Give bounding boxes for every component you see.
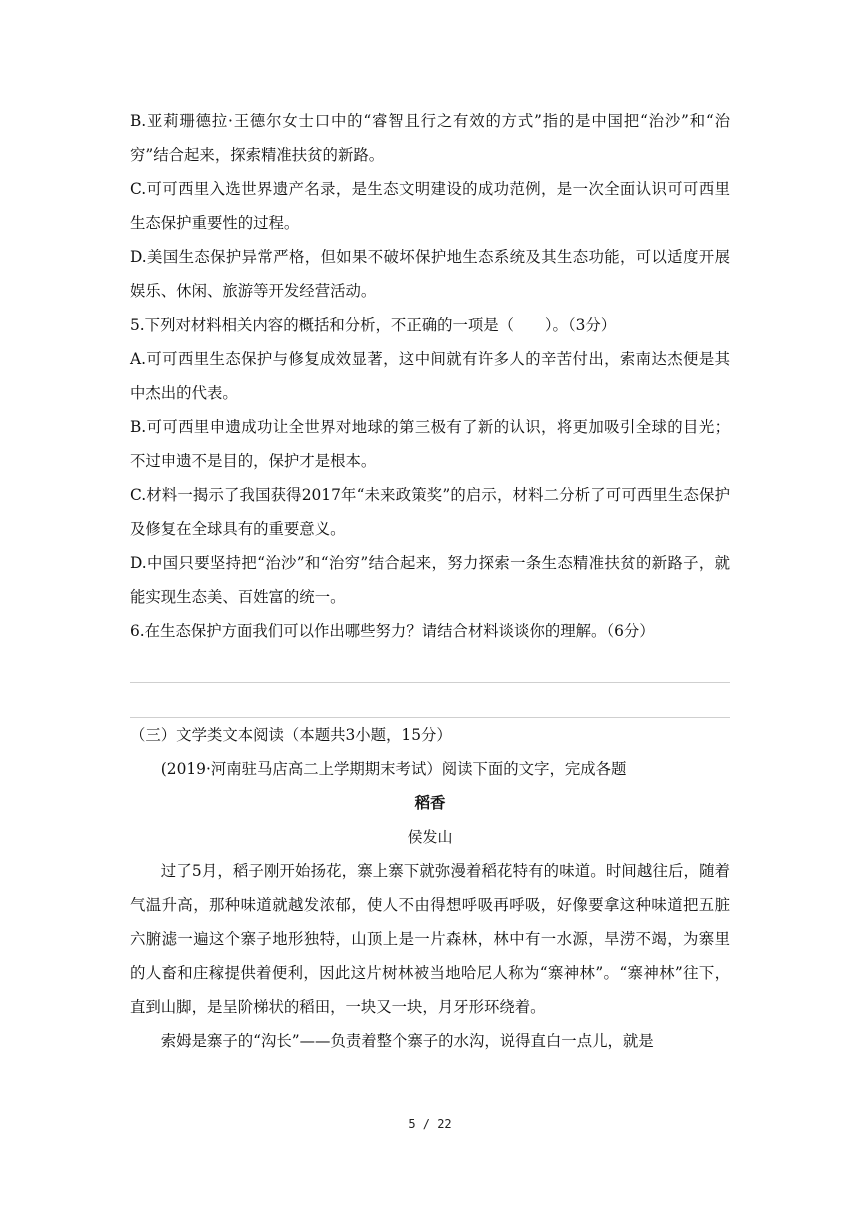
page-number: 5 / 22 [408, 1117, 452, 1131]
question-5-option-d: D.中国只要坚持把“治沙”和“治穷”结合起来，努力探索一条生态精准扶贫的新路子，就能实现生态美、百姓富的统一。 [130, 554, 730, 606]
question-4-option-b: B.亚莉珊德拉·王德尔女士口中的“睿智且行之有效的方式”指的是中国把“治沙”和“治穷”结合起来，探索精准扶贫的新路。 [130, 112, 730, 164]
answer-line [130, 683, 730, 718]
answer-area [130, 648, 730, 718]
article-paragraph: 索姆是寨子的“沟长”——负责着整个寨子的水沟，说得直白一点儿，就是 [160, 1032, 654, 1050]
question-6-stem: 6.在生态保护方面我们可以作出哪些努力？请结合材料谈谈你的理解。（6分） [130, 622, 655, 640]
article-paragraph: 过了5月，稻子刚开始扬花，寨上寨下就弥漫着稻花特有的味道。时间越往后，随着气温升高，那种味道就越发浓郁，使人不由得想呼吸再呼吸，好像要拿这种味道把五脏六腑滤一遍这个寨子地形独特，山顶上是一片森林，林中有一水源，旱涝不竭，为寨里的人畜和庄稼提供着便利，因此这片树林被当地哈尼人称为“寨神林”。“寨神林”往下，直到山脚，是呈阶梯状的稻田，一块又一块，月牙形环绕着。 [130, 862, 730, 1016]
source-note: (2019·河南驻马店高二上学期期末考试）阅读下面的文字，完成各题 [160, 760, 627, 778]
page-content [130, 104, 730, 1058]
question-5-option-b: B.可可西里申遗成功让全世界对地球的第三极有了新的认识，将更加吸引全球的目光；不过申遗不是目的，保护才是根本。 [130, 418, 730, 470]
answer-line [130, 648, 730, 683]
article-author: 侯发山 [407, 828, 453, 846]
question-5-option-c: C.材料一揭示了我国获得2017年“未来政策奖”的启示，材料二分析了可可西里生态保护及修复在全球具有的重要意义。 [130, 486, 730, 538]
question-4-option-c: C.可可西里入选世界遗产名录，是生态文明建设的成功范例，是一次全面认识可可西里生态保护重要性的过程。 [130, 180, 730, 232]
question-4-option-d: D.美国生态保护异常严格，但如果不破坏保护地生态系统及其生态功能，可以适度开展娱乐、休闲、旅游等开发经营活动。 [130, 248, 730, 300]
section-heading: （三）文学类文本阅读（本题共3小题，15分） [130, 726, 452, 744]
question-5-stem: 5.下列对材料相关内容的概括和分析，不正确的一项是（ ）。（3分） [130, 316, 617, 334]
article-title: 稻香 [414, 794, 446, 812]
question-5-option-a: A.可可西里生态保护与修复成效显著，这中间就有许多人的辛苦付出，索南达杰便是其中杰出的代表。 [130, 350, 730, 402]
